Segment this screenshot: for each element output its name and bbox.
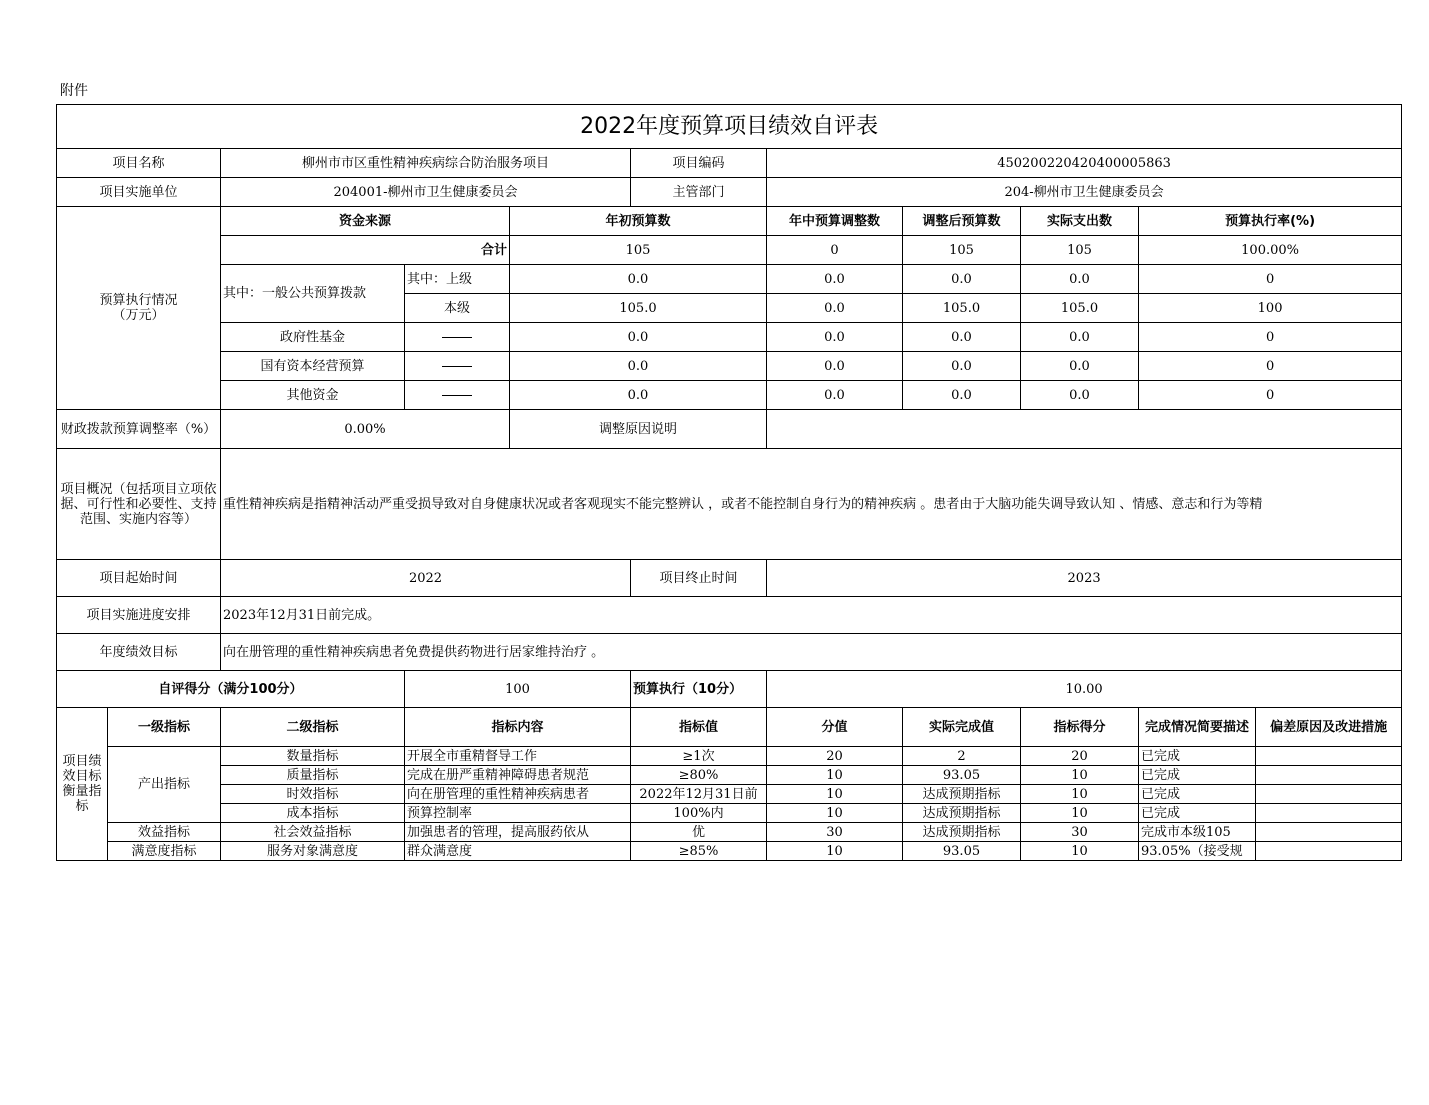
satisfaction-indicator-label: 满意度指标 [108, 842, 221, 861]
local-actual: 105.0 [1021, 294, 1139, 323]
table-row [57, 785, 1402, 804]
gov-fund-adjust: 0.0 [767, 323, 903, 352]
indicator-level2: 社会效益指标 [221, 823, 405, 842]
table-title: 2022年度预算项目绩效自评表 [57, 105, 1402, 149]
indicator-target: 100%内 [631, 804, 767, 823]
gov-fund-actual: 0.0 [1021, 323, 1139, 352]
dept-label: 主管部门 [631, 178, 767, 207]
goal-label: 年度绩效目标 [57, 634, 221, 671]
budget-header-adjusted: 调整后预算数 [903, 207, 1021, 236]
indicator-header-row [57, 708, 1402, 747]
other-initial: 0.0 [510, 381, 767, 410]
overview-text: 重性精神疾病是指精神活动严重受损导致对自身健康状况或者客观现实不能完整辨认 ，或者不能控制自身行为的精神疾病 。患者由于大脑功能失调导致认知 、情感、意志和行为等精 [221, 449, 1402, 560]
table-row [57, 842, 1402, 861]
budget-header-rate: 预算执行率(%) [1139, 207, 1402, 236]
indicator-level2: 时效指标 [221, 785, 405, 804]
indicator-score: 20 [1021, 747, 1139, 766]
state-capital-label: 国有资本经营预算 [221, 352, 405, 381]
indicator-header-desc: 完成情况简要描述 [1139, 708, 1256, 747]
exec-score-value: 10.00 [767, 671, 1402, 708]
indicator-desc: 93.05%（接受规 [1139, 842, 1256, 861]
gov-fund-initial: 0.0 [510, 323, 767, 352]
upper-label: 其中：上级 [405, 265, 510, 294]
table-row [57, 766, 1402, 785]
indicator-reason [1256, 747, 1402, 766]
other-actual: 0.0 [1021, 381, 1139, 410]
state-capital-actual: 0.0 [1021, 352, 1139, 381]
indicator-weight: 10 [767, 842, 903, 861]
attachment-label: 附件 [60, 83, 88, 99]
total-initial: 105 [510, 236, 767, 265]
adjust-reason-label: 调整原因说明 [510, 410, 767, 449]
indicator-target: 2022年12月31日前 [631, 785, 767, 804]
indicator-actual: 93.05 [903, 842, 1021, 861]
project-name: 柳州市市区重性精神疾病综合防治服务项目 [221, 149, 631, 178]
adjust-rate-value: 0.00% [221, 410, 510, 449]
indicator-target: 优 [631, 823, 767, 842]
other-label: 其他资金 [221, 381, 405, 410]
indicator-content: 预算控制率 [405, 804, 631, 823]
indicator-level2: 数量指标 [221, 747, 405, 766]
indicator-desc: 已完成 [1139, 766, 1256, 785]
output-indicator-label: 产出指标 [108, 747, 221, 823]
indicator-weight: 10 [767, 804, 903, 823]
indicator-actual: 2 [903, 747, 1021, 766]
upper-actual: 0.0 [1021, 265, 1139, 294]
gov-fund-rate: 0 [1139, 323, 1402, 352]
budget-row-total [57, 236, 1402, 265]
indicator-level2: 成本指标 [221, 804, 405, 823]
indicator-target: ≥85% [631, 842, 767, 861]
indicator-content: 向在册管理的重性精神疾病患者 [405, 785, 631, 804]
budget-row-gov-fund [57, 323, 1402, 352]
project-code-label: 项目编码 [631, 149, 767, 178]
gov-fund-dash [405, 323, 510, 352]
performance-table [56, 104, 1402, 861]
budget-row-state-capital [57, 352, 1402, 381]
gov-fund-adjusted: 0.0 [903, 323, 1021, 352]
other-rate: 0 [1139, 381, 1402, 410]
state-capital-dash [405, 352, 510, 381]
indicator-reason [1256, 766, 1402, 785]
budget-row-upper [57, 265, 1402, 294]
gov-fund-label: 政府性基金 [221, 323, 405, 352]
indicator-header-content: 指标内容 [405, 708, 631, 747]
budget-header-initial: 年初预算数 [510, 207, 767, 236]
budget-header-source: 资金来源 [221, 207, 510, 236]
indicator-target: ≥1次 [631, 747, 767, 766]
indicator-target: ≥80% [631, 766, 767, 785]
indicator-header-actual: 实际完成值 [903, 708, 1021, 747]
indicator-level2: 质量指标 [221, 766, 405, 785]
indicator-content: 完成在册严重精神障碍患者规范 [405, 766, 631, 785]
exec-score-label: 预算执行（10分） [631, 671, 767, 708]
indicator-header-reason: 偏差原因及改进措施 [1256, 708, 1402, 747]
total-adjusted: 105 [903, 236, 1021, 265]
other-dash [405, 381, 510, 410]
indicator-level2: 服务对象满意度 [221, 842, 405, 861]
state-capital-adjusted: 0.0 [903, 352, 1021, 381]
state-capital-initial: 0.0 [510, 352, 767, 381]
indicator-header-weight: 分值 [767, 708, 903, 747]
indicator-header-level1: 一级指标 [108, 708, 221, 747]
dept-value: 204-柳州市卫生健康委员会 [767, 178, 1402, 207]
general-budget-label: 其中：一般公共预算拨款 [221, 265, 405, 323]
indicator-header-score: 指标得分 [1021, 708, 1139, 747]
table-row [57, 804, 1402, 823]
unit-value: 204001-柳州市卫生健康委员会 [221, 178, 631, 207]
budget-header-adjust: 年中预算调整数 [767, 207, 903, 236]
total-label: 合计 [221, 236, 510, 265]
upper-adjusted: 0.0 [903, 265, 1021, 294]
project-name-label: 项目名称 [57, 149, 221, 178]
end-time-label: 项目终止时间 [631, 560, 767, 597]
upper-rate: 0 [1139, 265, 1402, 294]
indicator-actual: 达成预期指标 [903, 804, 1021, 823]
upper-initial: 0.0 [510, 265, 767, 294]
indicator-desc: 已完成 [1139, 785, 1256, 804]
indicator-header-level2: 二级指标 [221, 708, 405, 747]
adjust-rate-label: 财政拨款预算调整率（%） [57, 410, 221, 449]
benefit-indicator-label: 效益指标 [108, 823, 221, 842]
budget-row-other [57, 381, 1402, 410]
local-label: 本级 [405, 294, 510, 323]
self-score-value: 100 [405, 671, 631, 708]
indicator-weight: 20 [767, 747, 903, 766]
indicator-reason [1256, 842, 1402, 861]
state-capital-adjust: 0.0 [767, 352, 903, 381]
indicator-content: 开展全市重精督导工作 [405, 747, 631, 766]
project-code: 450200220420400005863 [767, 149, 1402, 178]
indicator-score: 10 [1021, 842, 1139, 861]
indicator-content: 加强患者的管理，提高服药依从 [405, 823, 631, 842]
total-actual: 105 [1021, 236, 1139, 265]
indicator-actual: 达成预期指标 [903, 785, 1021, 804]
indicator-weight: 10 [767, 766, 903, 785]
goal-text: 向在册管理的重性精神疾病患者免费提供药物进行居家维持治疗 。 [221, 634, 1402, 671]
indicator-weight: 30 [767, 823, 903, 842]
budget-header-actual: 实际支出数 [1021, 207, 1139, 236]
indicator-actual: 达成预期指标 [903, 823, 1021, 842]
total-adjust: 0 [767, 236, 903, 265]
indicator-score: 10 [1021, 766, 1139, 785]
local-rate: 100 [1139, 294, 1402, 323]
table-row [57, 747, 1402, 766]
other-adjust: 0.0 [767, 381, 903, 410]
indicator-score: 10 [1021, 804, 1139, 823]
overview-label: 项目概况（包括项目立项依据、可行性和必要性、支持范围、实施内容等） [57, 449, 221, 560]
local-adjust: 0.0 [767, 294, 903, 323]
indicator-content: 群众满意度 [405, 842, 631, 861]
end-time-value: 2023 [767, 560, 1402, 597]
indicator-score: 10 [1021, 785, 1139, 804]
indicator-desc: 已完成 [1139, 804, 1256, 823]
indicator-reason [1256, 785, 1402, 804]
other-adjusted: 0.0 [903, 381, 1021, 410]
indicator-actual: 93.05 [903, 766, 1021, 785]
unit-label: 项目实施单位 [57, 178, 221, 207]
schedule-label: 项目实施进度安排 [57, 597, 221, 634]
self-score-label: 自评得分（满分100分） [57, 671, 405, 708]
adjust-reason-value [767, 410, 1402, 449]
start-time-label: 项目起始时间 [57, 560, 221, 597]
indicator-reason [1256, 804, 1402, 823]
indicator-score: 30 [1021, 823, 1139, 842]
indicator-desc: 已完成 [1139, 747, 1256, 766]
start-time-value: 2022 [221, 560, 631, 597]
schedule-text: 2023年12月31日前完成。 [221, 597, 1402, 634]
indicator-desc: 完成市本级105 [1139, 823, 1256, 842]
table-row [57, 823, 1402, 842]
upper-adjust: 0.0 [767, 265, 903, 294]
local-adjusted: 105.0 [903, 294, 1021, 323]
total-rate: 100.00% [1139, 236, 1402, 265]
state-capital-rate: 0 [1139, 352, 1402, 381]
indicator-section-label: 项目绩效目标衡量指标 [57, 708, 108, 861]
indicator-header-target: 指标值 [631, 708, 767, 747]
indicator-reason [1256, 823, 1402, 842]
indicator-weight: 10 [767, 785, 903, 804]
budget-section-label: 预算执行情况（万元） [57, 207, 221, 410]
local-initial: 105.0 [510, 294, 767, 323]
